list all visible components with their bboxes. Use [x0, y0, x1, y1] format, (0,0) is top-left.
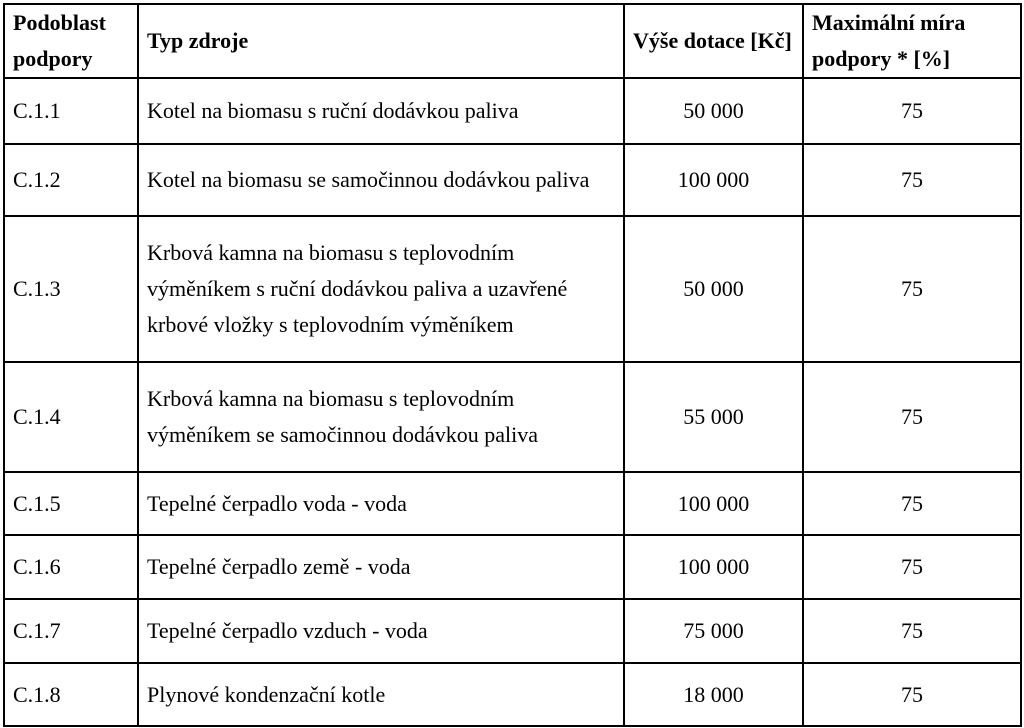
header-max-rate: Maximální míra podpory * [%]: [803, 4, 1021, 78]
header-subsidy: Výše dotace [Kč]: [624, 4, 803, 78]
table-row: [4, 472, 1021, 535]
row-amount: 50 000: [624, 216, 803, 362]
row-type: Tepelné čerpadlo vzduch - voda: [138, 599, 624, 663]
row-code: C.1.1: [4, 78, 138, 144]
row-rate: 75: [803, 535, 1021, 599]
row-amount: 75 000: [624, 599, 803, 663]
row-rate: 75: [803, 362, 1021, 472]
table-row: [4, 144, 1021, 216]
table-row: [4, 535, 1021, 599]
row-amount: 100 000: [624, 472, 803, 535]
row-amount: 55 000: [624, 362, 803, 472]
row-rate: 75: [803, 216, 1021, 362]
row-amount: 100 000: [624, 535, 803, 599]
row-amount: 50 000: [624, 78, 803, 144]
table-row: [4, 599, 1021, 663]
row-rate: 75: [803, 599, 1021, 663]
row-type: Kotel na biomasu s ruční dodávkou paliva: [138, 78, 624, 144]
subsidy-table: [3, 3, 1022, 727]
row-code: C.1.5: [4, 472, 138, 535]
row-code: C.1.7: [4, 599, 138, 663]
header-source-type: Typ zdroje: [138, 4, 624, 78]
row-code: C.1.2: [4, 144, 138, 216]
row-type: Plynové kondenzační kotle: [138, 663, 624, 726]
table-row: [4, 663, 1021, 726]
row-rate: 75: [803, 78, 1021, 144]
row-code: C.1.6: [4, 535, 138, 599]
row-code: C.1.4: [4, 362, 138, 472]
row-code: C.1.8: [4, 663, 138, 726]
row-type: Tepelné čerpadlo země - voda: [138, 535, 624, 599]
table-row: [4, 216, 1021, 362]
header-subarea: Podoblast podpory: [4, 4, 138, 78]
row-type: Tepelné čerpadlo voda - voda: [138, 472, 624, 535]
row-rate: 75: [803, 472, 1021, 535]
table-row: [4, 78, 1021, 144]
row-rate: 75: [803, 663, 1021, 726]
row-amount: 18 000: [624, 663, 803, 726]
table-row: [4, 362, 1021, 472]
row-rate: 75: [803, 144, 1021, 216]
row-type: Krbová kamna na biomasu s teplovodním výměníkem se samočinnou dodávkou paliva: [138, 362, 624, 472]
row-type: Krbová kamna na biomasu s teplovodním výměníkem s ruční dodávkou paliva a uzavřené krbové vložky s teplovodním výměníkem: [138, 216, 624, 362]
table-header-row: [4, 4, 1021, 78]
row-code: C.1.3: [4, 216, 138, 362]
row-type: Kotel na biomasu se samočinnou dodávkou paliva: [138, 144, 624, 216]
row-amount: 100 000: [624, 144, 803, 216]
